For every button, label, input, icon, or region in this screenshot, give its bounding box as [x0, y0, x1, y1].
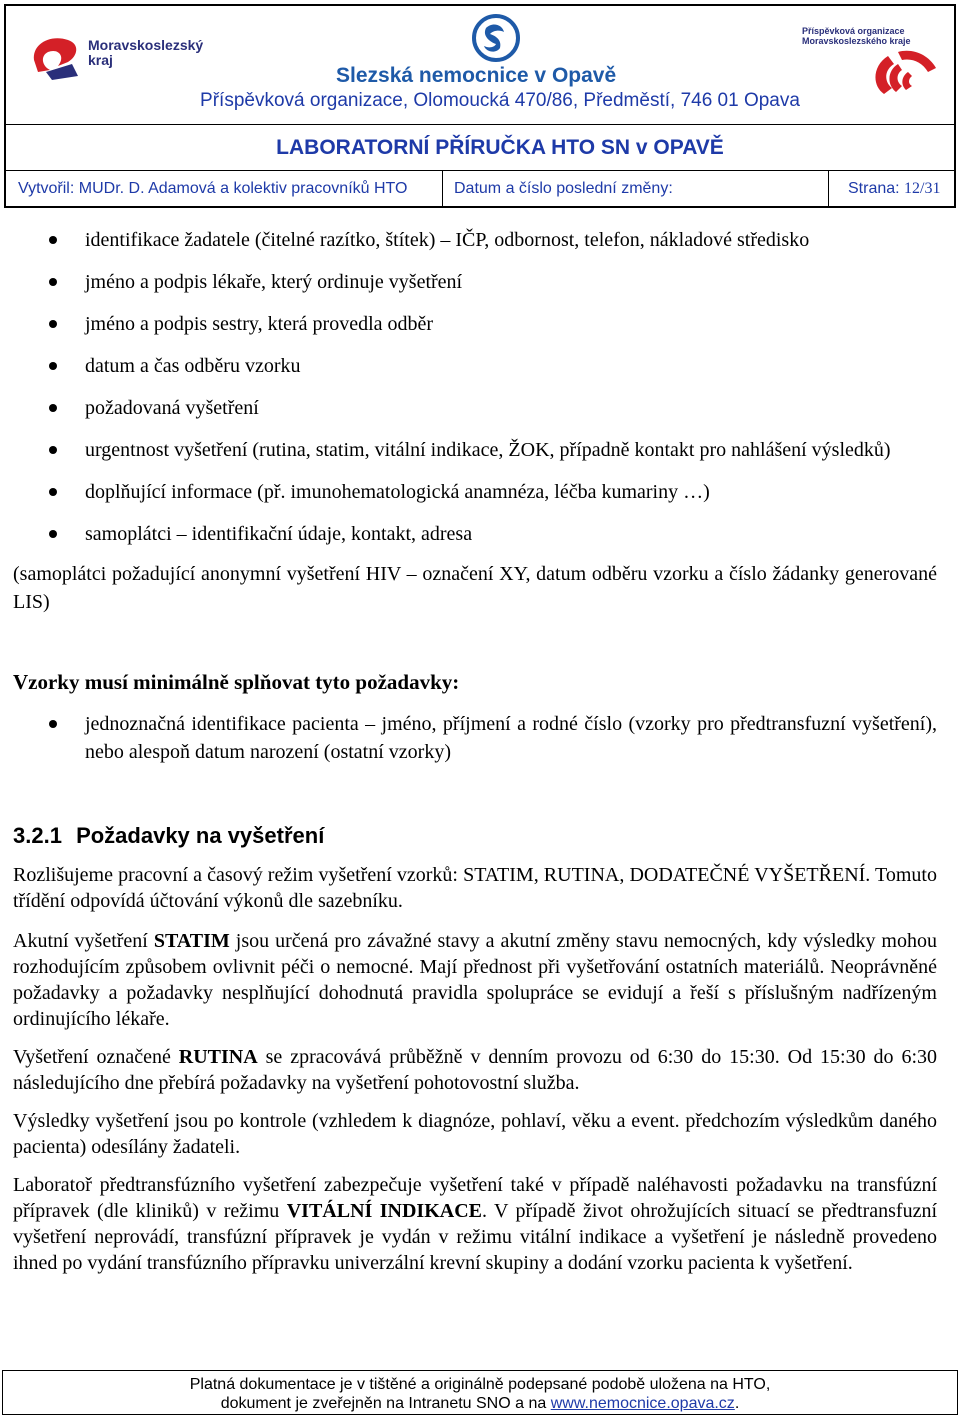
prispevkova-organizace-logo — [802, 26, 942, 90]
bullet-icon — [49, 236, 57, 244]
logo-right-line1: Příspěvková organizace — [802, 26, 905, 36]
header-logo-row — [6, 6, 954, 125]
header-divider — [828, 170, 829, 208]
logo-mid-text: Slezská nemocnice v Opavě — [336, 64, 617, 87]
document-header — [4, 4, 956, 208]
moravskoslezsky-kraj-logo — [28, 26, 204, 86]
list-item: doplňující informace (př. imunohematologická anamnéza, léčba kumariny …) — [13, 478, 937, 506]
list-item: jméno a podpis lékaře, který ordinuje vyšetření — [13, 268, 937, 296]
document-footer — [2, 1370, 958, 1415]
section-number: 3.2.1 — [13, 823, 62, 848]
header-divider — [442, 170, 443, 208]
bullet-icon — [49, 278, 57, 286]
paragraph: Laboratoř předtransfúzního vyšetření zabezpečuje vyšetření také v případě naléhavosti požadavku na transfúzní přípravek (dle kliniků) v režimu VITÁLNÍ INDIKACE. V případě život ohrožujících situací se předtransfuzní vyšetření neprovádí, transfúzní přípravek je vydán v režimu vitální indikace a vyšetření je následně provedeno ihned po vydání transfúzního přípravku univerzální krevní skupiny a dodání vzorku pacienta k vyšetření. — [13, 1174, 937, 1274]
list-item: datum a čas odběru vzorku — [13, 352, 937, 380]
logo-left-line2: kraj — [88, 52, 113, 68]
slezska-nemocnice-logo — [336, 14, 656, 92]
list-item: identifikace žadatele (čitelné razítko, štítek) – IČP, odbornost, telefon, nákladové středisko — [13, 226, 937, 254]
hospital-emblem-icon — [466, 14, 526, 62]
paragraph: Vyšetření označené RUTINA se zpracovává průběžně v denním provozu od 6:30 do 15:30. Od 15:30 do 6:30 následujícího dne přebírá požadavky na vyšetření pohotovostní služba. — [13, 1046, 937, 1094]
section-heading — [13, 822, 937, 850]
list-item: požadovaná vyšetření — [13, 394, 937, 422]
logo-left-line1: Moravskoslezský — [88, 37, 204, 53]
list-item: urgentnost vyšetření (rutina, statim, vitální indikace, ŽOK, případně kontakt pro nahlášení výsledků) — [13, 436, 937, 464]
page-value: 12/31 — [904, 180, 941, 197]
logo-right-line2: Moravskoslezského kraje — [802, 36, 911, 46]
author-text: Vytvořil: MUDr. D. Adamová a kolektiv pracovníků HTO — [18, 180, 408, 197]
footer-line1: Platná dokumentace je v tištěné a originálně podepsané podobě uložena na HTO, — [189, 1376, 771, 1393]
paragraph: Rozlišujeme pracovní a časový režim vyšetření vzorků: STATIM, RUTINA, DODATEČNÉ VYŠETŘENÍ. Tomuto třídění odpovídá účtování výkonů dle sazebníku. — [13, 864, 937, 912]
list-item: jednoznačná identifikace pacienta – jméno, příjmení a rodné číslo (vzorky pro předtransfuzní vyšetření), nebo alespoň datum narození (ostatní vzorky) — [13, 710, 937, 766]
list-item: samoplátci – identifikační údaje, kontakt, adresa — [13, 520, 937, 548]
note-paragraph: (samoplátci požadující anonymní vyšetření HIV – označení XY, datum odběru vzorku a číslo žádanky generované LIS) — [13, 563, 937, 613]
date-label: Datum a číslo poslední změny: — [454, 180, 673, 197]
section-title: Požadavky na vyšetření — [76, 823, 325, 848]
bullet-icon — [49, 362, 57, 370]
requirements-heading: Vzorky musí minimálně splňovat tyto požadavky: — [13, 670, 460, 694]
page-label: Strana: — [848, 180, 900, 197]
organization-address: Příspěvková organizace, Olomoucká 470/86, Předměstí, 746 01 Opava — [200, 90, 800, 111]
header-title-row — [6, 124, 954, 171]
list-item: jméno a podpis sestry, která provedla odběr — [13, 310, 937, 338]
page-number — [848, 180, 941, 198]
bullet-icon — [49, 404, 57, 412]
website-link[interactable]: www.nemocnice.opava.cz — [550, 1395, 735, 1412]
region-stripes-icon — [802, 46, 942, 96]
header-meta-row — [6, 170, 954, 208]
paragraph: Akutní vyšetření STATIM jsou určená pro závažné stavy a akutní změny stavu nemocných, kdy výsledky mohou rozhodujícím způsobem ovlivnit péči o nemocné. Mají přednost při vyšetřování ostatních materiálů. Neoprávněné požadavky a požadavky nesplňující dohodnutá pravidla spolupráce se evidují a řeší s příslušným nadřízeným ordinujícího lékaře. — [13, 930, 937, 1030]
bullet-icon — [49, 488, 57, 496]
bullet-icon — [49, 720, 57, 728]
paragraph: Výsledky vyšetření jsou po kontrole (vzhledem k diagnóze, pohlaví, věku a event. předchozím výsledkům daného pacienta) odesílány žadateli. — [13, 1110, 937, 1158]
bullet-icon — [49, 446, 57, 454]
footer-line2: dokument je zveřejněn na Intranetu SNO a na www.nemocnice.opava.cz. — [220, 1395, 740, 1412]
bullet-icon — [49, 530, 57, 538]
page-content — [13, 226, 937, 1276]
bullet-icon — [49, 320, 57, 328]
document-title: LABORATORNÍ PŘÍRUČKA HTO SN v OPAVĚ — [276, 136, 724, 159]
